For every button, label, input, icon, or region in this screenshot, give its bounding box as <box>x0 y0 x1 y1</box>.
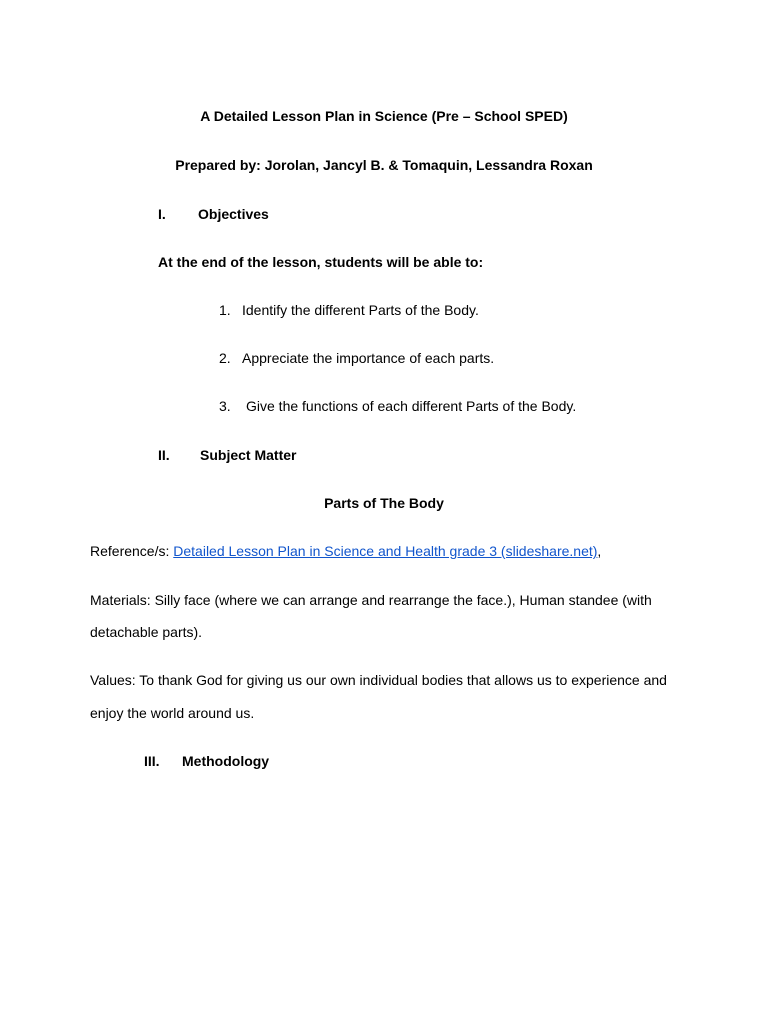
materials-line-2: detachable parts). <box>90 624 203 640</box>
reference-line <box>90 543 601 560</box>
list-item-text: Identify the different Parts of the Body. <box>242 302 479 318</box>
reference-label: Reference/s: <box>90 543 174 559</box>
list-item-text: Give the functions of each different Parts of the Body. <box>246 398 577 414</box>
objectives-intro: At the end of the lesson, students will be able to: <box>158 254 484 270</box>
section-numeral: II. <box>158 447 170 463</box>
list-item-number: 2. <box>219 350 231 366</box>
section-heading: Subject Matter <box>200 447 297 463</box>
reference-trailing: , <box>597 543 602 559</box>
materials-line-1: Materials: Silly face (where we can arrange and rearrange the face.), Human standee (with <box>90 592 652 608</box>
section-numeral: III. <box>144 753 160 769</box>
list-item-number: 3. <box>219 398 231 414</box>
reference-link[interactable]: Detailed Lesson Plan in Science and Health grade 3 (slideshare.net) <box>173 543 598 559</box>
topic-title: Parts of The Body <box>324 495 444 511</box>
list-item-text: Appreciate the importance of each parts. <box>242 350 495 366</box>
list-item-number: 1. <box>219 302 231 318</box>
section-heading: Methodology <box>182 753 270 769</box>
values-line-1: Values: To thank God for giving us our own individual bodies that allows us to experience and <box>90 672 667 688</box>
document-title: A Detailed Lesson Plan in Science (Pre – School SPED) <box>200 108 568 124</box>
prepared-by: Prepared by: Jorolan, Jancyl B. & Tomaquin, Lessandra Roxan <box>175 157 593 173</box>
section-heading: Objectives <box>198 206 269 222</box>
values-line-2: enjoy the world around us. <box>90 705 255 721</box>
section-numeral: I. <box>158 206 166 222</box>
